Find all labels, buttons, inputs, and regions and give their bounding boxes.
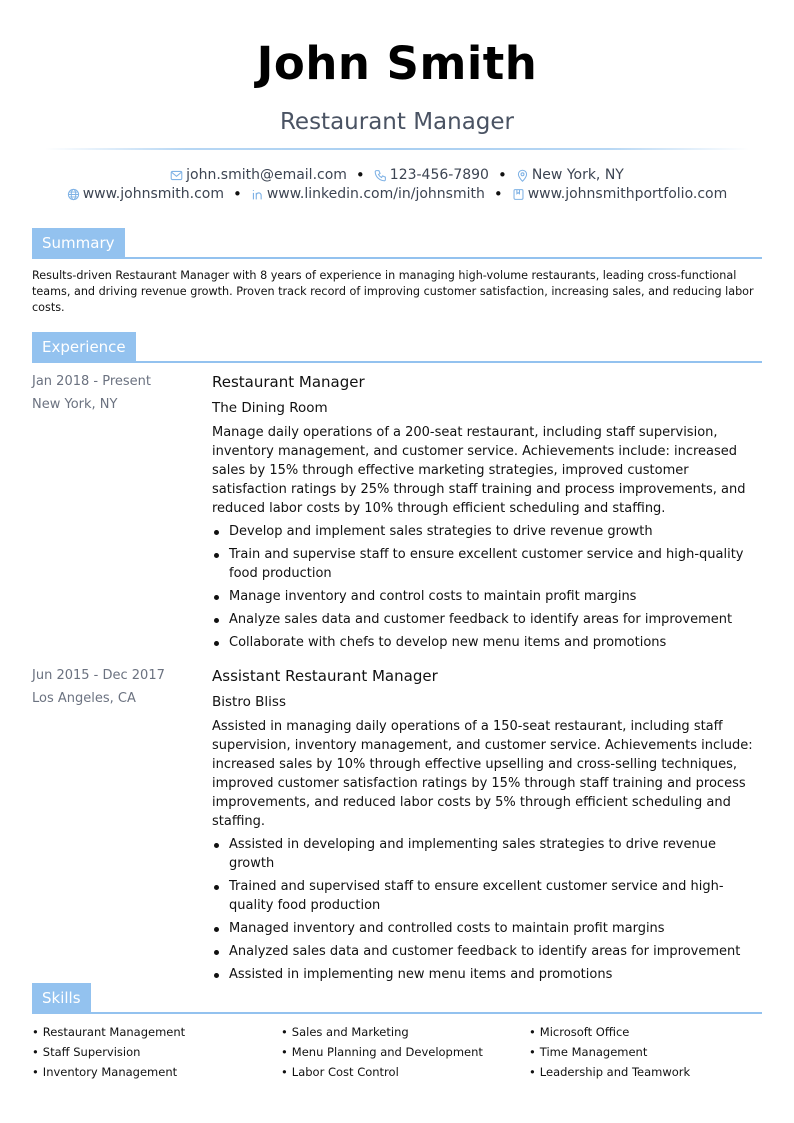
portfolio-icon xyxy=(512,188,525,201)
skill-item: • Sales and Marketing xyxy=(281,1022,483,1042)
job-description: Assisted in managing daily operations of a 150-seat restaurant, including staff supervision, inventory management, and customer service. Achievements include: increased sales by 10% through effective upselling and cross-selling techniques, improved customer satisfaction ratings by 15% through staff training and process improvements, and reduced labor costs by 5% through efficient scheduling and staffing. xyxy=(212,719,753,829)
experience-section-header xyxy=(32,332,762,362)
skill-item: • Staff Supervision xyxy=(32,1042,185,1062)
job-role: Assistant Restaurant Manager xyxy=(212,667,438,685)
job-bullets xyxy=(212,522,762,652)
portfolio-contact[interactable] xyxy=(512,184,728,204)
skill-item: • Labor Cost Control xyxy=(281,1062,483,1082)
job-bullet: Develop and implement sales strategies to drive revenue growth xyxy=(212,522,762,541)
job-location: New York, NY xyxy=(32,397,118,412)
job-company: Bistro Bliss xyxy=(212,694,286,710)
linkedin-text: www.linkedin.com/in/johnsmith xyxy=(266,186,485,202)
skill-item: • Menu Planning and Development xyxy=(281,1042,483,1062)
skill-item: • Inventory Management xyxy=(32,1062,185,1082)
header-divider xyxy=(45,148,749,150)
job-bullet: Collaborate with chefs to develop new menu items and promotions xyxy=(212,633,762,652)
job-bullet: Assisted in implementing new menu items and promotions xyxy=(212,965,762,984)
job-description: Manage daily operations of a 200-seat restaurant, including staff supervision, inventory management, and customer service. Achievements include: increased sales by 15% through effective marketing strategies, improved customer satisfaction ratings by 25% through staff training and process improvements, and reduced labor costs by 10% through efficient scheduling and staffing. xyxy=(212,425,746,516)
job-role: Restaurant Manager xyxy=(212,373,365,391)
phone-contact[interactable] xyxy=(374,165,489,185)
candidate-title: Restaurant Manager xyxy=(279,109,515,135)
globe-icon xyxy=(67,188,80,201)
skill-item: • Restaurant Management xyxy=(32,1022,185,1042)
contact-line-2 xyxy=(0,184,794,204)
section-divider xyxy=(32,1012,762,1014)
phone-text: 123-456-7890 xyxy=(389,167,489,183)
job-bullets xyxy=(212,835,762,984)
contact-line-1 xyxy=(0,165,794,185)
envelope-icon xyxy=(170,169,183,182)
skill-item: • Time Management xyxy=(529,1042,690,1062)
website-text: www.johnsmith.com xyxy=(82,186,224,202)
job-company: The Dining Room xyxy=(212,400,328,416)
summary-text: Results-driven Restaurant Manager with 8 years of experience in managing high-volume restaurants, leading cross-functional teams, and driving revenue growth. Proven track record of improving customer satisfaction, increasing sales, and reducing labor costs. xyxy=(32,269,754,314)
job-bullet: Trained and supervised staff to ensure excellent customer service and high-quality food production xyxy=(212,877,762,915)
contact-separator: • xyxy=(497,166,507,184)
location-contact xyxy=(516,165,624,185)
job-bullet: Analyze sales data and customer feedback to identify areas for improvement xyxy=(212,610,762,629)
contact-separator: • xyxy=(493,185,503,203)
email-text: john.smith@email.com xyxy=(186,167,347,183)
job-details xyxy=(212,667,762,988)
job-bullet: Managed inventory and controlled costs to maintain profit margins xyxy=(212,919,762,938)
job-bullet: Analyzed sales data and customer feedback to identify areas for improvement xyxy=(212,942,762,961)
job-bullet: Assisted in developing and implementing sales strategies to drive revenue growth xyxy=(212,835,762,873)
skills-section-header xyxy=(32,983,762,1013)
job-dates: Jun 2015 - Dec 2017 xyxy=(32,668,165,683)
skill-item: • Microsoft Office xyxy=(529,1022,690,1042)
skills-column xyxy=(529,1022,690,1082)
contact-separator: • xyxy=(355,166,365,184)
summary-heading: Summary xyxy=(32,228,125,258)
location-text: New York, NY xyxy=(531,167,624,183)
linkedin-icon xyxy=(251,188,264,201)
job-bullet: Manage inventory and control costs to maintain profit margins xyxy=(212,587,762,606)
experience-heading: Experience xyxy=(32,332,136,362)
candidate-name: John Smith xyxy=(256,37,538,90)
skills-column xyxy=(281,1022,483,1082)
contact-separator: • xyxy=(233,185,242,203)
skills-column xyxy=(32,1022,185,1082)
job-bullet: Train and supervise staff to ensure excellent customer service and high-quality food production xyxy=(212,545,762,583)
job-dates: Jan 2018 - Present xyxy=(32,374,151,389)
phone-icon xyxy=(374,169,387,182)
skill-item: • Leadership and Teamwork xyxy=(529,1062,690,1082)
website-contact[interactable] xyxy=(67,184,224,204)
skills-heading: Skills xyxy=(32,983,91,1013)
job-details xyxy=(212,373,762,656)
map-pin-icon xyxy=(516,169,529,182)
portfolio-text: www.johnsmithportfolio.com xyxy=(527,186,728,202)
section-divider xyxy=(32,361,762,363)
section-divider xyxy=(32,257,762,259)
job-location: Los Angeles, CA xyxy=(32,691,136,706)
email-contact[interactable] xyxy=(170,165,347,185)
summary-section-header xyxy=(32,228,762,258)
linkedin-contact[interactable] xyxy=(251,184,485,204)
